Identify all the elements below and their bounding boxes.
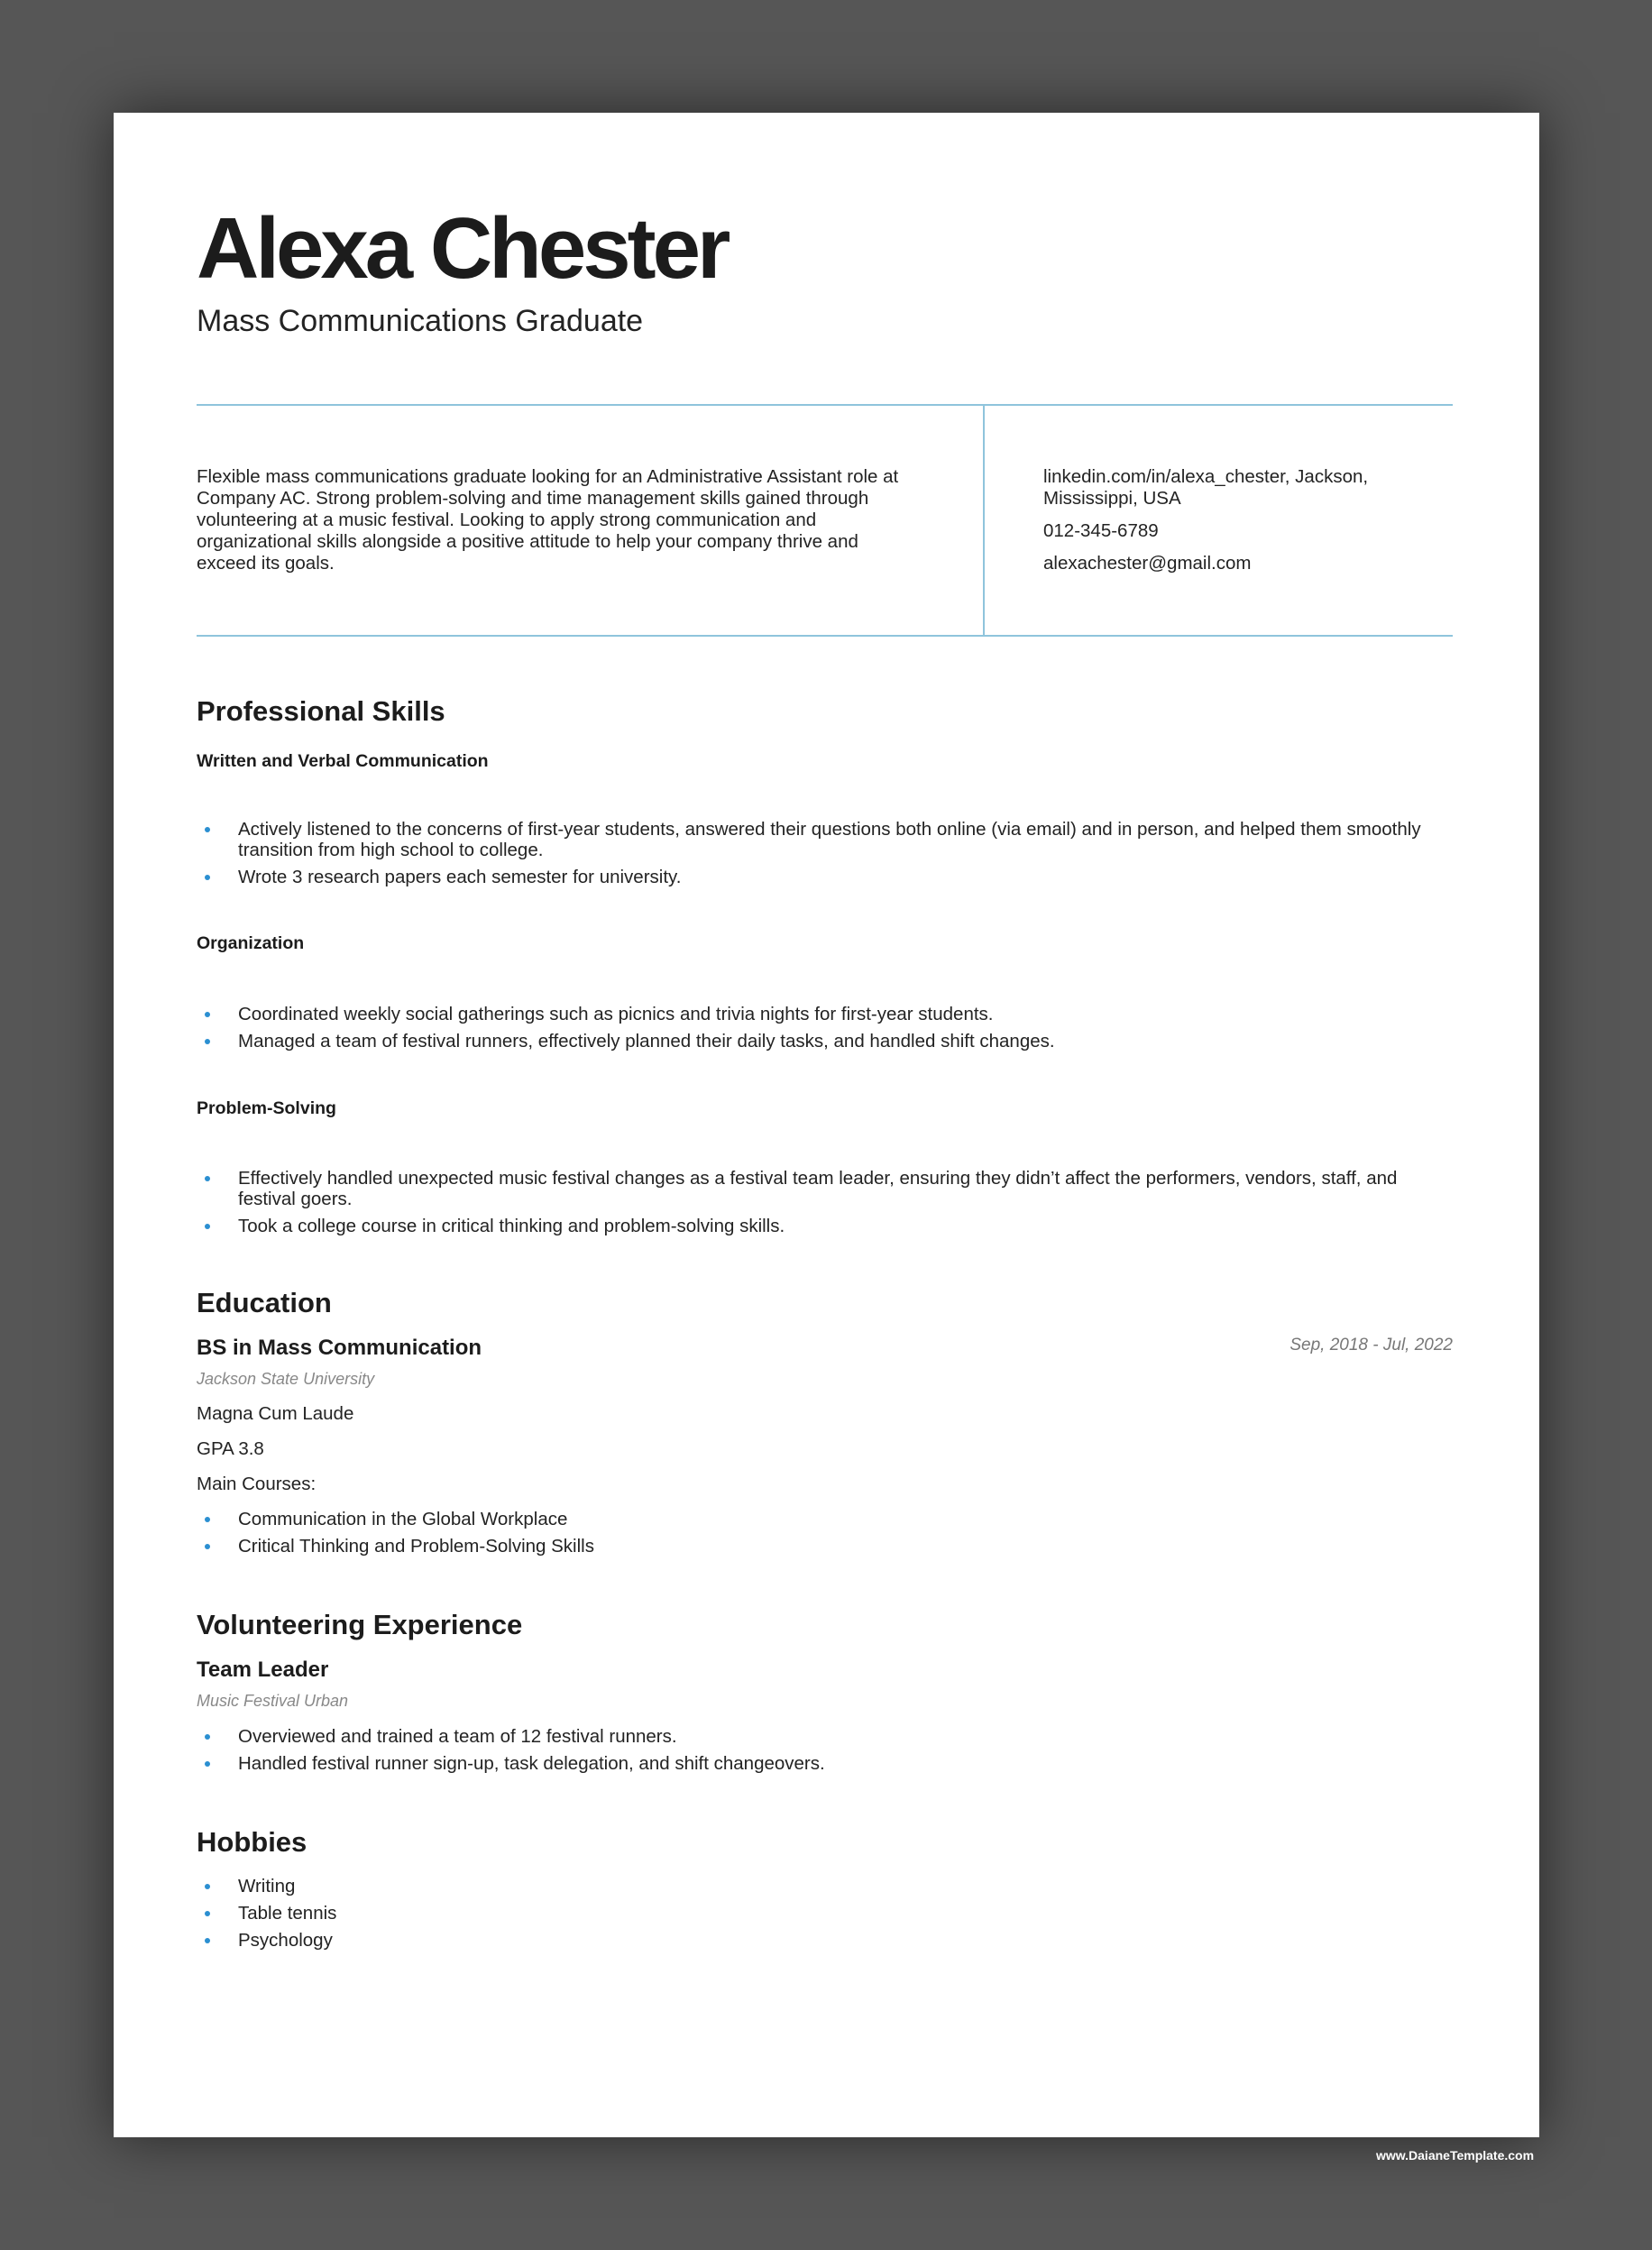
bullet-list	[197, 819, 1453, 887]
skill-title: Written and Verbal Communication	[197, 751, 489, 771]
candidate-name: Alexa Chester	[197, 200, 728, 297]
list-item: Effectively handled unexpected music festival changes as a festival team leader, ensuring they didn’t affect the performers, vendors, staff, and festival goers.	[197, 1168, 1453, 1209]
bullet-icon	[205, 1176, 210, 1181]
list-item: Psychology	[197, 1930, 1453, 1951]
bullet-icon	[205, 1224, 210, 1229]
bottom-divider	[197, 635, 1453, 637]
resume-page	[114, 113, 1539, 2137]
education-header	[197, 1335, 1453, 1362]
bullet-icon	[205, 1039, 210, 1044]
bullet-icon	[205, 1761, 210, 1767]
vertical-divider	[983, 405, 985, 636]
list-item: Actively listened to the concerns of first-year students, answered their questions both online (via email) and in person, and helped them smoothly transition from high school to college.	[197, 819, 1453, 860]
list-item: Managed a team of festival runners, effectively planned their daily tasks, and handled shift changes.	[197, 1031, 1453, 1052]
education-section	[197, 1286, 1453, 1557]
section-title-volunteering: Volunteering Experience	[197, 1609, 523, 1640]
bullet-icon	[205, 1012, 210, 1017]
list-item: Critical Thinking and Problem-Solving Skills	[197, 1536, 1453, 1557]
role-title: Team Leader	[197, 1658, 329, 1682]
list-item: Communication in the Global Workplace	[197, 1509, 1453, 1529]
list-item: Table tennis	[197, 1903, 1453, 1924]
hobbies-list	[197, 1876, 1453, 1951]
volunteering-section	[197, 1608, 1453, 1774]
top-divider	[197, 404, 1453, 406]
bullet-icon	[205, 1884, 210, 1889]
volunteering-list	[197, 1726, 1453, 1774]
summary-text: Flexible mass communications graduate looking for an Administrative Assistant role at Company AC. Strong problem-solving and time management skills gained through volunteering at a music festival. Looking to apply strong communication and organizational skills alongside a positive attitude to help your company thrive and exceed its goals.	[197, 466, 899, 574]
bullet-list	[197, 1004, 1453, 1052]
section-title-hobbies: Hobbies	[197, 1826, 307, 1858]
hobbies-section	[197, 1825, 1453, 1951]
linkedin-location: linkedin.com/in/alexa_chester, Jackson, Mississippi, USA	[1043, 466, 1369, 509]
courses-list	[197, 1509, 1453, 1557]
section-title-skills: Professional Skills	[197, 695, 445, 727]
skills-section	[197, 694, 1453, 1236]
bullet-icon	[205, 827, 210, 832]
list-item: Writing	[197, 1876, 1453, 1896]
list-item: Coordinated weekly social gatherings such as picnics and trivia nights for first-year students.	[197, 1004, 1453, 1024]
organization-name: Music Festival Urban	[197, 1692, 349, 1710]
school-name: Jackson State University	[197, 1370, 375, 1388]
bullet-icon	[205, 1938, 210, 1943]
phone-number: 012-345-6789	[1043, 520, 1159, 541]
list-item: Took a college course in critical thinking and problem-solving skills.	[197, 1216, 1453, 1236]
bullet-icon	[205, 1544, 210, 1549]
contact-block	[1043, 466, 1422, 585]
bullet-list	[197, 1168, 1453, 1236]
candidate-title: Mass Communications Graduate	[197, 304, 644, 338]
list-item: Wrote 3 research papers each semester for university.	[197, 867, 1453, 887]
skill-title: Problem-Solving	[197, 1098, 336, 1118]
education-dates: Sep, 2018 - Jul, 2022	[1289, 1336, 1453, 1355]
watermark-text: www.DaianeTemplate.com	[1376, 2148, 1535, 2163]
bullet-icon	[205, 1517, 210, 1522]
bullet-icon	[205, 1911, 210, 1916]
gpa: GPA 3.8	[197, 1438, 264, 1459]
bullet-icon	[205, 1734, 210, 1740]
bullet-icon	[205, 875, 210, 880]
honors: Magna Cum Laude	[197, 1403, 354, 1424]
list-item: Overviewed and trained a team of 12 festival runners.	[197, 1726, 1453, 1747]
list-item: Handled festival runner sign-up, task delegation, and shift changeovers.	[197, 1753, 1453, 1774]
section-title-education: Education	[197, 1287, 332, 1318]
degree-title: BS in Mass Communication	[197, 1336, 482, 1360]
email-address: alexachester@gmail.com	[1043, 553, 1252, 574]
skill-title: Organization	[197, 933, 305, 953]
resume-body	[197, 694, 1453, 1957]
courses-label: Main Courses:	[197, 1474, 317, 1494]
